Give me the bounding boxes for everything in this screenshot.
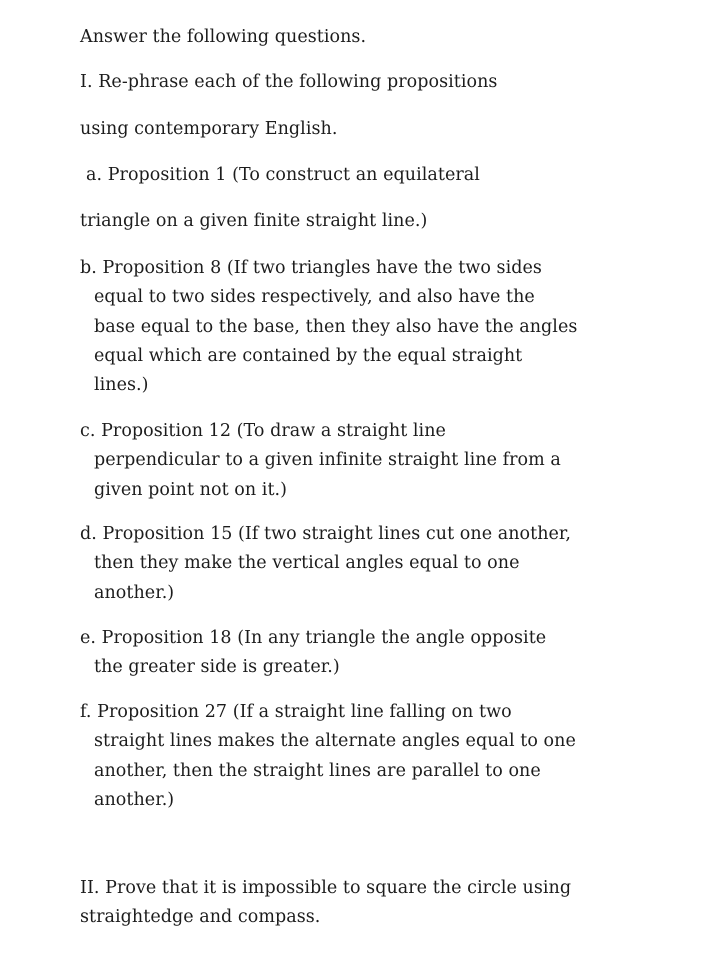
item-d-line-2: then they make the vertical angles equal to one — [94, 553, 520, 574]
item-e — [80, 624, 700, 683]
item-f-line-1: f. Proposition 27 (If a straight line falling on two — [80, 702, 512, 722]
item-f-line-4: another.) — [94, 789, 175, 810]
item-b-line-1: b. Proposition 8 (If two triangles have the two sides — [80, 258, 542, 278]
item-c-line-3: given point not on it.) — [94, 479, 288, 500]
item-c — [80, 417, 700, 505]
part-one-heading-line-2: using contemporary English. — [80, 119, 338, 139]
item-a-line-1: a. Proposition 1 (To construct an equilateral — [86, 165, 480, 185]
part-two-line-2: straightedge and compass. — [80, 907, 321, 927]
item-c-line-2: perpendicular to a given infinite straight line from a — [94, 450, 561, 471]
item-b-line-5: lines.) — [94, 375, 149, 396]
item-b-line-3: base equal to the base, then they also have the angles — [94, 316, 578, 337]
item-f-line-2: straight lines makes the alternate angles equal to one — [94, 731, 576, 752]
instructions-heading: Answer the following questions. — [80, 27, 367, 47]
item-b-line-4: equal which are contained by the equal straight — [94, 345, 523, 366]
item-a-line-2: triangle on a given finite straight line.) — [80, 211, 428, 231]
item-d — [80, 520, 700, 608]
part-one-heading-line-1: I. Re-phrase each of the following propositions — [80, 72, 498, 92]
part-two-line-1: II. Prove that it is impossible to square the circle using — [80, 878, 572, 898]
item-d-line-3: another.) — [94, 582, 175, 603]
item-b-line-2: equal to two sides respectively, and also have the — [94, 287, 535, 308]
item-b — [80, 254, 700, 400]
item-c-line-1: c. Proposition 12 (To draw a straight line — [80, 421, 446, 441]
item-f — [80, 698, 700, 815]
item-e-line-2: the greater side is greater.) — [94, 657, 340, 678]
item-d-line-1: d. Proposition 15 (If two straight lines cut one another, — [80, 524, 572, 544]
item-f-line-3: another, then the straight lines are parallel to one — [94, 760, 541, 781]
item-e-line-1: e. Proposition 18 (In any triangle the angle opposite — [80, 628, 547, 648]
